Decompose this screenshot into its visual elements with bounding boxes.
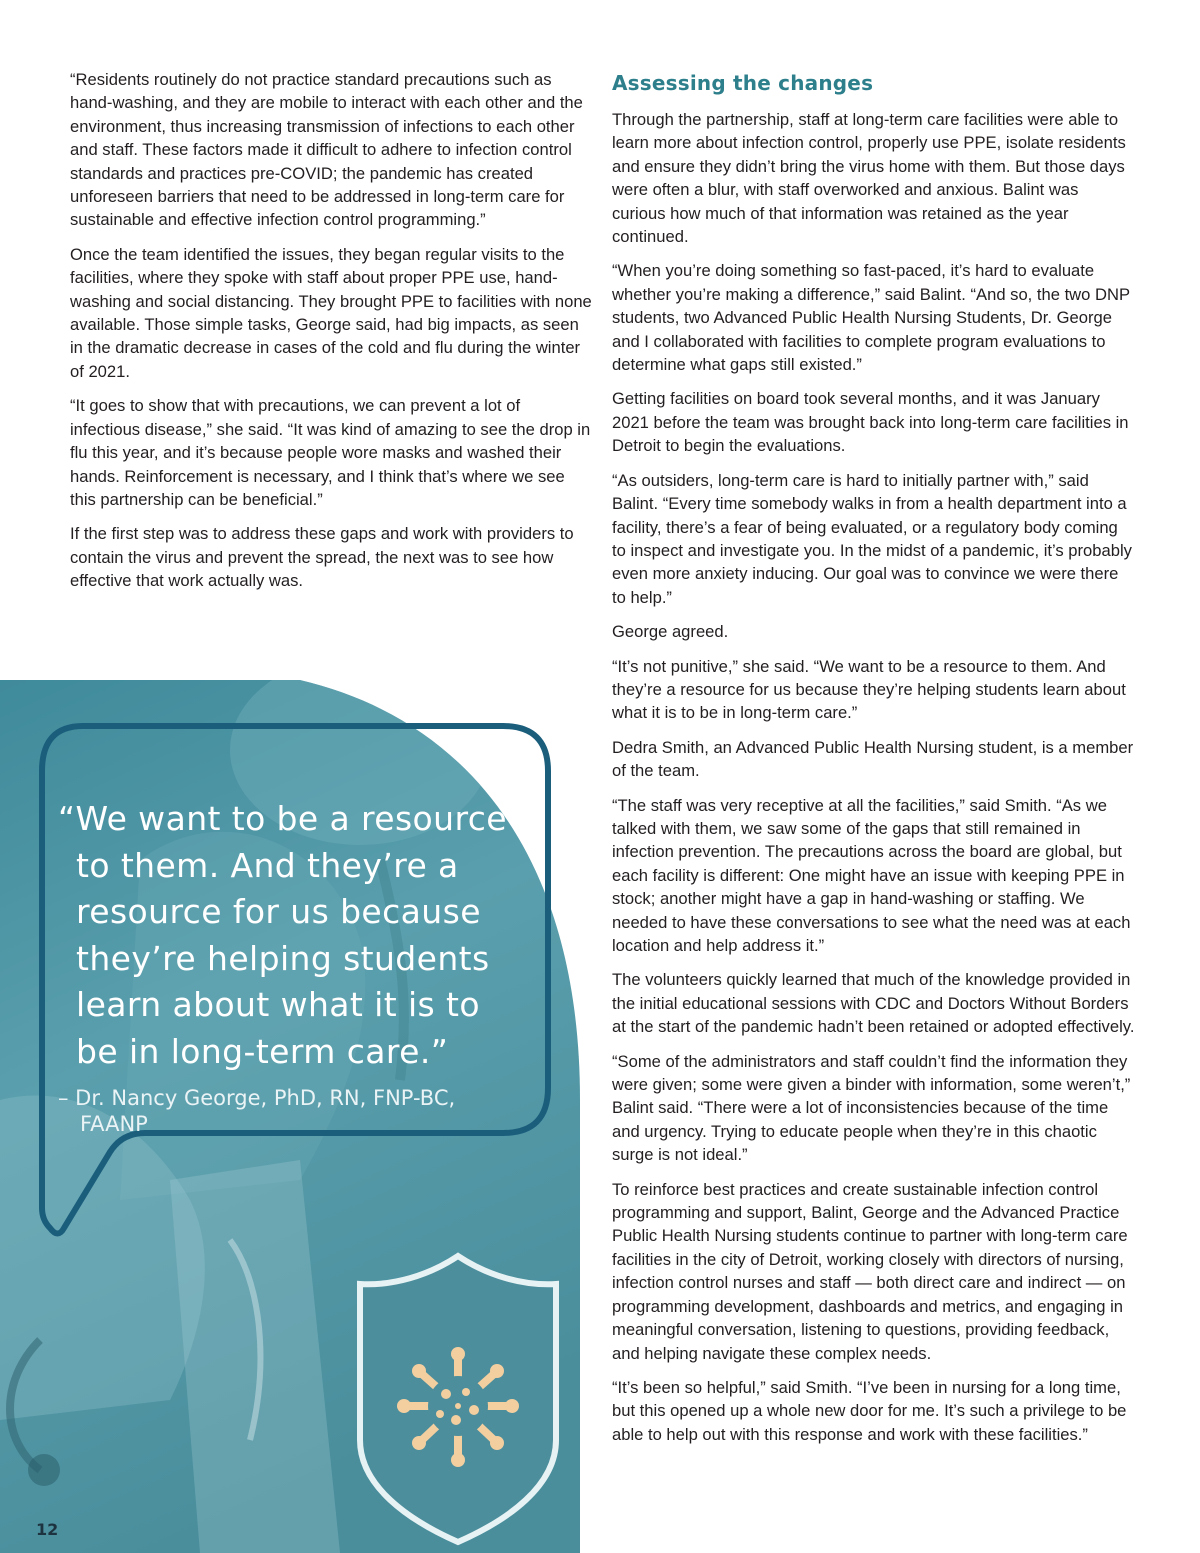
body-paragraph: “It’s not punitive,” she said. “We want to be a resource to them. And they’re a resource for us because they’re helping students learn about what it is to be in long-term care.”	[612, 656, 1126, 723]
shield-virus-icon	[360, 1256, 556, 1542]
pull-quote	[58, 796, 520, 1137]
body-paragraph: Through the partnership, staff at long-term care facilities were able to learn more about infection control, properly use PPE, isolate residents and ensure they didn’t bring the virus home with them. But those days were often a blur, with staff overworked and anxious. Balint was curious how much of that information was retained as the year continued.	[612, 110, 1126, 247]
body-paragraph: To reinforce best practices and create sustainable infection control programming and support, Balint, George and the Advanced Practice Public Health Nursing students continue to partner with long-term care facilities in the city of Detroit, working closely with directors of nursing, infection control nurses and staff — both direct care and indirect — on programming development, dashboards and metrics, and engaging in meaningful conversation, listening to questions, providing feedback, and helping navigate these complex needs.	[612, 1179, 1128, 1363]
body-paragraph: “It goes to show that with precautions, we can prevent a lot of infectious disease,” she said. “It was kind of amazing to see the drop in flu this year, and it’s because people wore masks and washed their hands. Reinforcement is necessary, and I think that’s where we see this partnership can be beneficial.”	[70, 396, 591, 509]
pull-quote-text: “We want to be a resource to them. And they’re a resource for us because they’re helping students learn about what it is to be in long-term care.”	[58, 799, 507, 1071]
body-paragraph: The volunteers quickly learned that much of the knowledge provided in the initial educational sessions with CDC and Doctors Without Borders at the start of the pandemic hadn’t been retained or adopted effectively.	[612, 970, 1135, 1037]
body-paragraph: “Some of the administrators and staff couldn’t find the information they were given; some were given a binder with information, some weren’t,” Balint said. “There were a lot of inconsistencies because of the time and urgency. Trying to educate people when they’re in this chaotic surge is not ideal.”	[612, 1051, 1131, 1165]
body-paragraph: Getting facilities on board took several months, and it was January 2021 before the team was brought back into long-term care facilities in Detroit to begin the evaluations.	[612, 389, 1129, 456]
body-paragraph: If the first step was to address these gaps and work with providers to contain the virus and prevent the spread, the next was to see how effective that work actually was.	[70, 524, 574, 591]
body-paragraph: George agreed.	[612, 622, 729, 642]
body-paragraph: “As outsiders, long-term care is hard to initially partner with,” said Balint. “Every time somebody walks in from a health department into a facility, there’s a fear of being evaluated, or a regulatory body coming to inspect and investigate you. In the midst of a pandemic, it’s probably even more anxiety inducing. Our goal was to convince we were there to help.”	[612, 470, 1132, 607]
section-heading: Assessing the changes	[612, 71, 874, 95]
body-paragraph: “Residents routinely do not practice standard precautions such as hand-washing, and they are mobile to interact with each other and the environment, thus increasing transmission of infections to each other and staff. These factors made it difficult to adhere to infection control standards and practices pre-COVID; the pandemic has created unforeseen barriers that need to be addressed in long-term care for sustainable and effective infection control programming.”	[70, 70, 583, 230]
left-column	[70, 68, 592, 604]
body-paragraph: “The staff was very receptive at all the facilities,” said Smith. “As we talked with them, we saw some of the gaps that still remained in infection prevention. The precautions across the board are global, but each facility is different: One might have an issue with keeping PPE in stock; another might have a gap in hand-washing or staffing. We needed to have these conversations to see what the need was at each location and help address it.”	[612, 795, 1131, 955]
body-paragraph: Dedra Smith, an Advanced Public Health Nursing student, is a member of the team.	[612, 737, 1134, 781]
body-paragraph: “When you’re doing something so fast-paced, it’s hard to evaluate whether you’re making a difference,” said Balint. “And so, the two DNP students, two Advanced Public Health Nursing Students, Dr. George and I collaborated with facilities to complete program evaluations to determine what gaps still existed.”	[612, 261, 1130, 375]
pull-quote-attribution: – Dr. Nancy George, PhD, RN, FNP-BC, FAANP	[58, 1086, 456, 1136]
page-number: 12	[36, 1520, 59, 1539]
body-paragraph: “It’s been so helpful,” said Smith. “I’ve been in nursing for a long time, but this opened up a whole new door for me. It’s such a privilege to be able to help out with this response and work with these facilities.”	[612, 1377, 1127, 1444]
body-paragraph: Once the team identified the issues, they began regular visits to the facilities, where they spoke with staff about proper PPE use, hand-washing and social distancing. They brought PPE to facilities with none available. Those simple tasks, George said, had big impacts, as seen in the dramatic decrease in cases of the cold and flu during the winter of 2021.	[70, 244, 592, 381]
